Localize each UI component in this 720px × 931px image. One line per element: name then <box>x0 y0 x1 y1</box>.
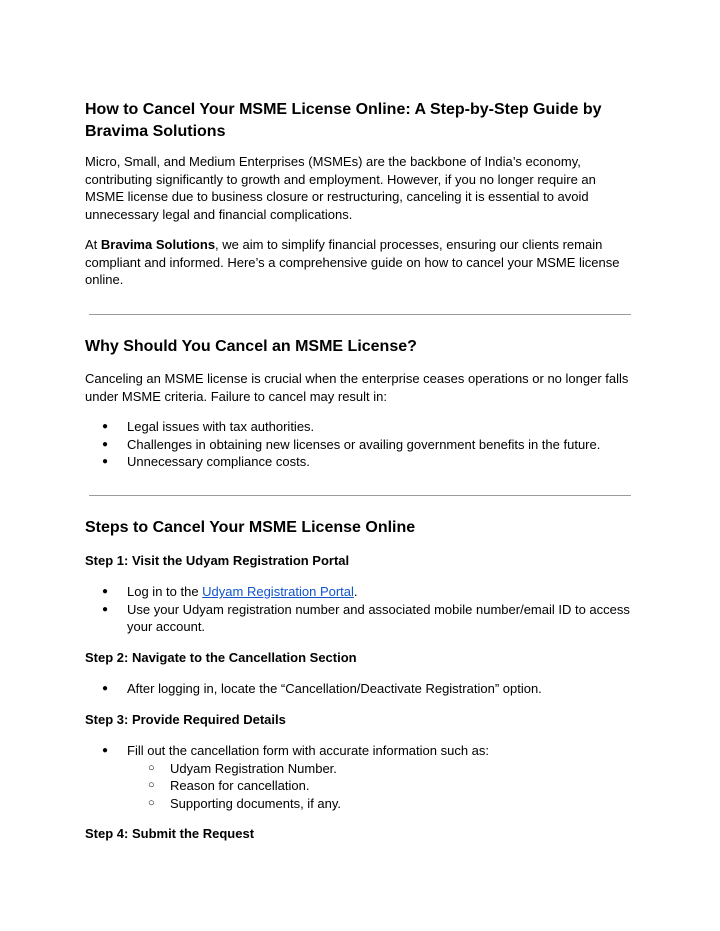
step-3-sub-list <box>127 760 637 813</box>
intro-company-suffix: , we aim to simplify financial processes, ensuring our clients remain compliant and informed. Here’s a comprehensive guide on how to cancel your MSME license online. <box>85 237 620 287</box>
why-cancel-heading: Why Should You Cancel an MSME License? <box>85 338 417 355</box>
step-2-heading: Step 2: Navigate to the Cancellation Section <box>85 650 357 665</box>
list-item: ● Challenges in obtaining new licenses or availing government benefits in the future. <box>85 436 637 454</box>
step-3-list <box>85 742 637 812</box>
sub-list-item: ○ Udyam Registration Number. <box>127 760 637 778</box>
divider-1 <box>89 314 631 315</box>
list-item: ● Legal issues with tax authorities. <box>85 418 637 436</box>
company-name: Bravima Solutions <box>100 237 216 252</box>
step-3-heading: Step 3: Provide Required Details <box>85 712 286 727</box>
intro-company-paragraph <box>85 236 637 289</box>
list-item <box>85 583 637 601</box>
step-4-heading: Step 4: Submit the Request <box>85 826 255 841</box>
steps-heading: Steps to Cancel Your MSME License Online <box>85 519 416 536</box>
step-3-form-text: Fill out the cancellation form with accurate information such as: <box>127 743 490 758</box>
sub-list-item: ○ Reason for cancellation. <box>127 777 637 795</box>
sub-list-item: ○ Supporting documents, if any. <box>127 795 637 813</box>
step-1-login-suffix: . <box>353 584 358 599</box>
step-1-login-prefix: Log in to the <box>127 584 203 599</box>
udyam-portal-link[interactable]: Udyam Registration Portal <box>202 584 354 599</box>
list-item: ● Use your Udyam registration number and associated mobile number/email ID to access your account. <box>85 601 637 636</box>
divider-2 <box>89 495 631 496</box>
intro-paragraph: Micro, Small, and Medium Enterprises (MSMEs) are the backbone of India’s economy, contributing significantly to growth and employment. However, if you no longer require an MSME license due to business closure or restructuring, canceling it is essential to avoid unnecessary legal and financial complications. <box>85 154 596 222</box>
why-cancel-paragraph: Canceling an MSME license is crucial when the enterprise ceases operations or no longer falls under MSME criteria. Failure to cancel may result in: <box>85 371 629 404</box>
why-cancel-list <box>85 418 637 471</box>
list-item: ● Unnecessary compliance costs. <box>85 453 637 471</box>
list-item: ● After logging in, locate the “Cancellation/Deactivate Registration” option. <box>85 680 637 698</box>
step-2-list <box>85 680 637 698</box>
step-1-list <box>85 583 637 636</box>
step-1-heading: Step 1: Visit the Udyam Registration Portal <box>85 553 350 568</box>
list-item <box>85 742 637 812</box>
page-title: How to Cancel Your MSME License Online: A Step-by-Step Guide by Bravima Solutions <box>85 101 602 140</box>
intro-company-prefix: At <box>85 237 101 252</box>
